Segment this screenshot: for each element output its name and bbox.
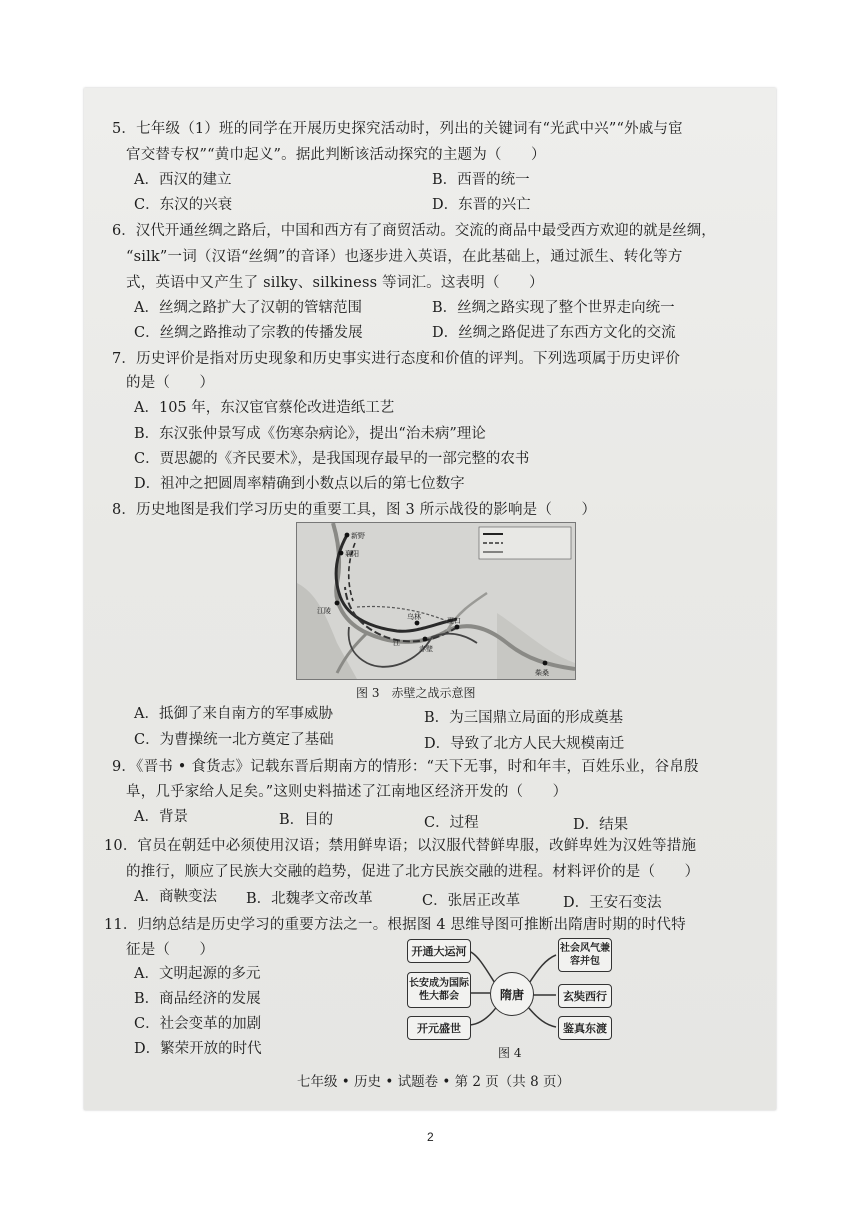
q6-option-d: D．丝绸之路促进了东西方文化的交流: [432, 325, 676, 341]
q7-stem-line2: 的是（ ）: [126, 375, 215, 391]
q6-stem-line3: 式，英语中又产生了 silky、silkiness 等词汇。这表明（ ）: [126, 275, 544, 291]
q10-option-c: C．张居正改革: [422, 893, 521, 909]
q11-option-b: B．商品经济的发展: [134, 991, 261, 1007]
q11-stem-line1: 11．归纳总结是历史学习的重要方法之一。根据图 4 思维导图可推断出隋唐时期的时代特: [104, 917, 686, 933]
q6-option-a: A．丝绸之路扩大了汉朝的管辖范围: [134, 300, 362, 316]
mindmap-node-grand-canal: 开通大运河: [407, 939, 471, 963]
map-label-xinye: 新野: [351, 532, 365, 540]
q11-stem-line2: 征是（ ）: [126, 942, 215, 958]
map-label-jiang: 江: [393, 639, 400, 647]
q9-option-c: C．过程: [424, 815, 479, 831]
map-label-jiangling: 江陵: [317, 607, 331, 615]
q9-stem-line2: 阜，几乎家给人足矣。”这则史料描述了江南地区经济开发的（ ）: [126, 784, 568, 800]
q6-stem-line1: 6．汉代开通丝绸之路后，中国和西方有了商贸活动。交流的商品中最受西方欢迎的就是丝绸，: [112, 223, 716, 239]
q6-option-b: B．丝绸之路实现了整个世界走向统一: [432, 300, 675, 316]
q9-stem-line1: 9．《晋书 • 食货志》记载东晋后期南方的情形：“天下无事，时和年丰，百姓乐业，谷帛殷: [112, 759, 699, 775]
q5-stem-line1: 5．七年级（1）班的同学在开展历史探究活动时，列出的关键词有“光武中兴”“外戚与宦: [112, 121, 683, 137]
q10-option-b: B．北魏孝文帝改革: [246, 891, 373, 907]
mindmap-node-kaiyuan: 开元盛世: [407, 1016, 471, 1040]
q7-stem-line1: 7．历史评价是指对历史现象和历史事实进行态度和价值的评判。下列选项属于历史评价: [112, 351, 681, 367]
map-label-chibi: 赤壁: [419, 645, 433, 653]
figure3-caption: 图 3 赤壁之战示意图: [356, 686, 476, 700]
mindmap-node-social-custom: 社会风气兼容并包: [558, 938, 612, 972]
q5-option-b: B．西晋的统一: [432, 172, 530, 188]
q5-stem-line2: 官交替专权”“黄巾起义”。据此判断该活动探究的主题为（ ）: [126, 147, 546, 163]
q7-option-b: B．东汉张仲景写成《伤寒杂病论》，提出“治未病”理论: [134, 426, 486, 442]
q11-option-c: C．社会变革的加剧: [134, 1016, 262, 1032]
q8-option-c: C．为曹操统一北方奠定了基础: [134, 732, 334, 748]
q5-option-d: D．东晋的兴亡: [432, 197, 531, 213]
q5-option-a: A．西汉的建立: [134, 172, 232, 188]
figure4-caption: 图 4: [498, 1046, 522, 1060]
mindmap-node-xuanzang: 玄奘西行: [558, 984, 612, 1008]
map-label-wulin: 乌林: [407, 613, 421, 621]
q11-option-a: A．文明起源的多元: [134, 966, 261, 982]
q5-option-c: C．东汉的兴衰: [134, 197, 233, 213]
map-label-xiangyang: 襄阳: [345, 550, 359, 558]
q10-option-a: A．商鞅变法: [134, 889, 217, 905]
map-label-chaisang: 柴桑: [535, 669, 549, 677]
q10-option-d: D．王安石变法: [563, 895, 662, 911]
page-footer: 七年级 • 历史 • 试题卷 • 第 2 页（共 8 页）: [297, 1074, 570, 1090]
q6-stem-line2: “silk”一词（汉语“丝绸”的音译）也逐步进入英语，在此基础上，通过派生、转化等方: [126, 249, 683, 265]
q6-option-c: C．丝绸之路推动了宗教的传播发展: [134, 325, 363, 341]
q8-stem: 8．历史地图是我们学习历史的重要工具，图 3 所示战役的影响是（ ）: [112, 502, 597, 518]
q10-stem-line1: 10．官员在朝廷中必须使用汉语；禁用鲜卑语；以汉服代替鲜卑服，改鲜卑姓为汉姓等措施: [104, 838, 697, 854]
q7-option-a: A．105 年，东汉宦官蔡伦改进造纸工艺: [134, 400, 395, 416]
q8-option-a: A．抵御了来自南方的军事威胁: [134, 706, 333, 722]
mindmap-node-jianzhen: 鉴真东渡: [558, 1016, 612, 1040]
q7-option-d: D．祖冲之把圆周率精确到小数点以后的第七位数字: [134, 476, 465, 492]
q11-option-d: D．繁荣开放的时代: [134, 1041, 262, 1057]
map-label-xiakou: 夏口: [447, 617, 461, 625]
map-figure: [297, 523, 575, 679]
page-number: 2: [427, 1130, 434, 1144]
q7-option-c: C．贾思勰的《齐民要术》，是我国现存最早的一部完整的农书: [134, 451, 530, 467]
q9-option-d: D．结果: [573, 817, 629, 833]
q8-option-d: D．导致了北方人民大规模南迁: [424, 736, 625, 752]
q9-option-a: A．背景: [134, 809, 188, 825]
q10-stem-line2: 的推行，顺应了民族大交融的趋势，促进了北方民族交融的进程。材料评价的是（ ）: [126, 864, 700, 880]
q8-option-b: B．为三国鼎立局面的形成奠基: [424, 710, 624, 726]
q9-option-b: B．目的: [279, 812, 334, 828]
mindmap-center-suitang: 隋唐: [490, 972, 534, 1016]
mindmap-node-changan: 长安成为国际性大都会: [407, 972, 471, 1008]
chibi-battle-map: [296, 522, 576, 680]
